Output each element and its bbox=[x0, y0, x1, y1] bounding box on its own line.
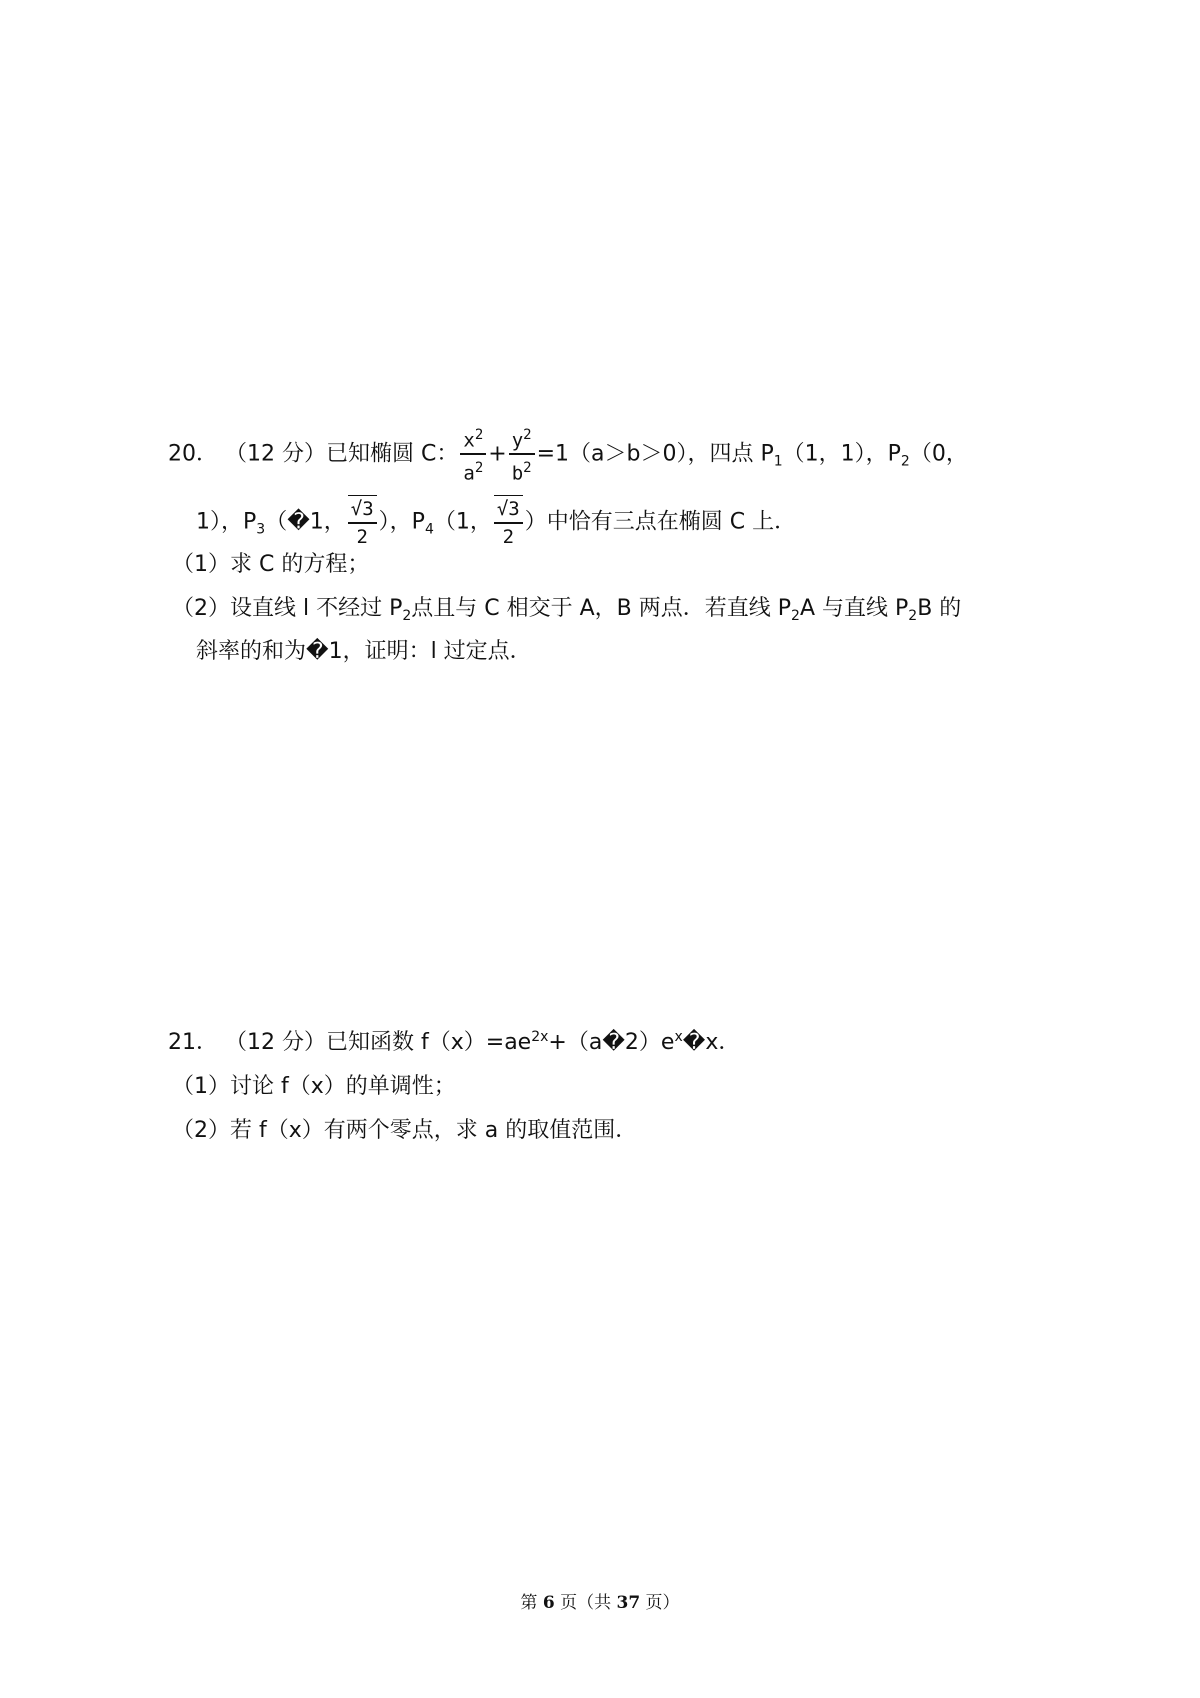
fraction-sqrt3-over-2: $\frac{√3}{2}$ bbox=[348, 495, 377, 550]
missing-glyph: � bbox=[306, 639, 329, 664]
q21-score: （12 分） bbox=[225, 1030, 326, 1055]
q20-part1: （1）求 C 的方程； bbox=[172, 552, 370, 577]
page-number: 6 bbox=[542, 1593, 555, 1613]
q20-number: 20． bbox=[168, 441, 218, 467]
q21-number: 21． bbox=[168, 1030, 218, 1055]
q20-score: （12 分） bbox=[225, 441, 326, 467]
page-total: 37 bbox=[616, 1593, 641, 1613]
q20-stem-line1: 20． （12 分）已知椭圆 C： $\frac{x^2}{a^2}$ + $\frac{y^2}{b^2}$ =1（a＞b＞0），四点 $P_1(1$，1），$P_2(0$， bbox=[168, 422, 968, 487]
missing-glyph: � bbox=[602, 1030, 625, 1055]
missing-glyph: � bbox=[287, 509, 310, 535]
q21-part1: （1）讨论 f（x）的单调性； bbox=[172, 1074, 456, 1099]
q21-stem: 21． （12 分）已知函数 $f(x)=ae^{2x}+(a�2)e^x�x$． bbox=[168, 1029, 741, 1055]
q21-part2: （2）若 f（x）有两个零点，求 a 的取值范围． bbox=[172, 1118, 638, 1143]
q20-part2-line1: （2）设直线 l 不经过 $P_2$点且与 C 相交于 A，B 两点．若直线 $P_2A$ 与直线 $P_2B$ 的 bbox=[172, 596, 962, 624]
fraction-sqrt3-over-2-b: $\frac{√3}{2}$ bbox=[494, 495, 523, 550]
q20-stem-text: 已知椭圆 C： bbox=[326, 441, 459, 467]
missing-glyph: � bbox=[682, 1030, 706, 1055]
page-footer: 第 6 页（共 37 页） bbox=[520, 1593, 680, 1613]
q20-stem-line2: 1），$P_3(�1$， $\frac{√3}{2}$ ），$P_4(1$， $\frac{√3}{2}$ ）中恰有三点在椭圆 C 上． bbox=[196, 495, 796, 550]
q20-part2-line2: 斜率的和为�1，证明：l 过定点． bbox=[196, 639, 532, 664]
fraction-y2-b2: $\frac{y^2}{b^2}$ bbox=[509, 422, 535, 487]
fraction-x2-a2: $\frac{x^2}{a^2}$ bbox=[460, 422, 486, 487]
